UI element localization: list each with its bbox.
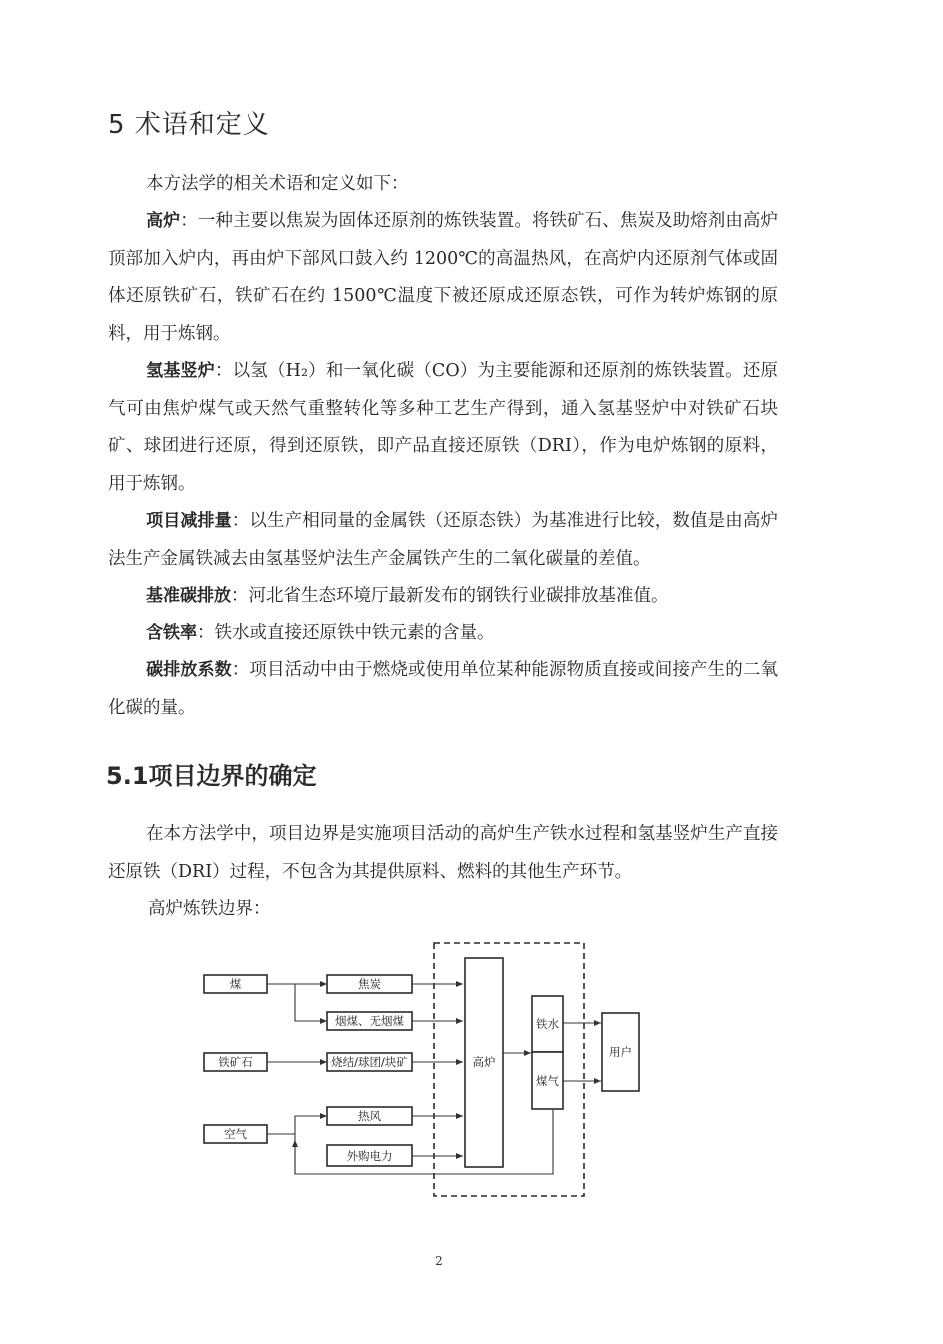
definition-term: 项目减排量 [146, 511, 232, 531]
boundary-text: 在本方法学中，项目边界是实施项目活动的高炉生产铁水过程和氢基竖炉生产直接还原铁（DRI）过程，不包含为其提供原料、燃料的其他生产环节。 [108, 824, 778, 882]
definition-term: 含铁率 [146, 623, 197, 643]
subsection-title: 5.1项目边界的确定 [106, 762, 317, 790]
furnace-label: 高炉 [472, 1055, 496, 1069]
input-label-air: 空气 [224, 1127, 247, 1141]
process-label-sinter: 烧结/球团/块矿 [331, 1055, 408, 1069]
page-number: 2 [435, 1254, 443, 1268]
output-label-molten-iron: 铁水 [536, 1017, 559, 1031]
input-label-ore: 铁矿石 [218, 1055, 253, 1069]
definition-term: 氢基竖炉 [146, 361, 215, 381]
consumer-label: 用户 [609, 1045, 632, 1059]
intro-text: 本方法学的相关术语和定义如下： [146, 174, 409, 194]
process-label-coke: 焦炭 [358, 977, 381, 991]
definition-text: ：河北省生态环境厅最新发布的钢铁行业碳排放基准值。 [231, 586, 669, 606]
process-label-power: 外购电力 [346, 1149, 393, 1163]
definition-text: ：一种主要以焦炭为固体还原剂的炼铁装置。将铁矿石、焦炭及助熔剂由高炉顶部加入炉内，再由炉下部风口鼓入约 1200℃的高温热风，在高炉内还原剂气体或固体还原铁矿石，铁矿石在约 1500℃温度下被还原成还原态铁，可作为转炉炼钢的原料，用于炼钢。 [108, 211, 778, 344]
definition-text: ：以生产相同量的金属铁（还原态铁）为基准进行比较，数值是由高炉法生产金属铁减去由氢基竖炉法生产金属铁产生的二氧化碳量的差值。 [108, 511, 778, 569]
arrow-coal-bituminous [295, 984, 327, 1021]
process-label-hot-blast: 热风 [358, 1109, 381, 1123]
definition-term: 基准碳排放 [146, 586, 231, 606]
arrow-air-hotblast [267, 1116, 327, 1134]
process-label-bituminous: 烟煤、无烟煤 [335, 1014, 404, 1028]
output-label-gas: 煤气 [536, 1074, 559, 1088]
input-label-coal: 煤 [229, 977, 242, 991]
definition-term: 碳排放系数 [146, 660, 232, 680]
definition-text: ：项目活动中由于燃烧或使用单位某种能源物质直接或间接产生的二氧化碳的量。 [108, 660, 778, 718]
diagram-caption: 高炉炼铁边界： [148, 899, 271, 919]
definition-text: ：以氢（H₂）和一氧化碳（CO）为主要能源和还原剂的炼铁装置。还原气可由焦炉煤气或天然气重整转化等多种工艺生产得到，通入氢基竖炉中对铁矿石块矿、球团进行还原，得到还原铁，即产品直接还原铁（DRI），作为电炉炼钢的原料，用于炼钢。 [108, 361, 779, 494]
definition-text: ：铁水或直接还原铁中铁元素的含量。 [197, 623, 495, 643]
definition-term: 高炉 [146, 211, 181, 231]
section-title: 5 术语和定义 [108, 110, 270, 140]
